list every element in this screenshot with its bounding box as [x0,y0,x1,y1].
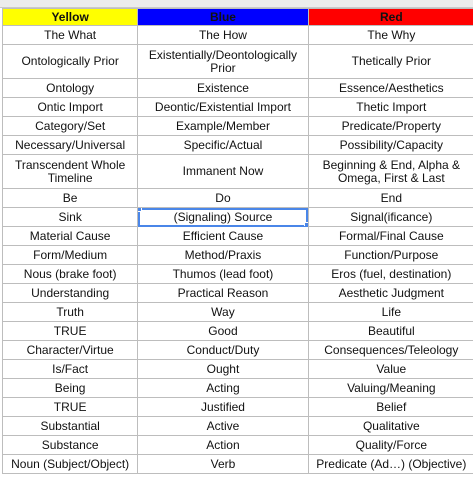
cell-blue[interactable]: Conduct/Duty [138,341,308,360]
cell-yellow[interactable]: Ontology [3,79,138,98]
cell-yellow[interactable]: Substantial [3,417,138,436]
cell-yellow[interactable]: Substance [3,436,138,455]
column-header-strip [0,0,473,8]
table-row [3,136,473,155]
cell-blue[interactable]: Active [138,417,308,436]
cell-red[interactable]: Thetically Prior [308,45,473,79]
table-row [3,208,473,227]
table-row [3,436,473,455]
table-row [3,98,473,117]
cell-blue[interactable]: Existence [138,79,308,98]
cell-red[interactable]: Valuing/Meaning [308,379,473,398]
cell-blue[interactable]: Practical Reason [138,284,308,303]
table-row [3,417,473,436]
cell-yellow[interactable]: Be [3,189,138,208]
cell-red[interactable]: End [308,189,473,208]
cell-yellow[interactable]: TRUE [3,398,138,417]
cell-red[interactable]: Value [308,360,473,379]
table-row [3,117,473,136]
table-row [3,265,473,284]
header-row [3,9,473,26]
cell-red[interactable]: The Why [308,26,473,45]
cell-blue[interactable]: Efficient Cause [138,227,308,246]
cell-yellow[interactable]: Transcendent Whole Timeline [3,155,138,189]
table-row [3,26,473,45]
cell-yellow[interactable]: Character/Virtue [3,341,138,360]
cell-yellow[interactable]: Sink [3,208,138,227]
selected-cell[interactable]: (Signaling) Source [138,208,308,227]
cell-yellow[interactable]: Necessary/Universal [3,136,138,155]
cell-red[interactable]: Thetic Import [308,98,473,117]
cell-red[interactable]: Formal/Final Cause [308,227,473,246]
selection-handle[interactable] [304,222,309,227]
table-row [3,379,473,398]
header-cell-blue[interactable]: Blue [138,9,308,26]
cell-blue[interactable]: Ought [138,360,308,379]
cell-yellow[interactable]: TRUE [3,322,138,341]
table-row [3,360,473,379]
cell-red[interactable]: Predicate/Property [308,117,473,136]
cell-blue[interactable]: Example/Member [138,117,308,136]
cell-red[interactable]: Predicate (Ad…) (Objective) [308,455,473,474]
cell-red[interactable]: Eros (fuel, destination) [308,265,473,284]
cell-blue[interactable]: Good [138,322,308,341]
header-cell-red[interactable]: Red [308,9,473,26]
cell-red[interactable]: Qualitative [308,417,473,436]
cell-blue[interactable]: Deontic/Existential Import [138,98,308,117]
header-cell-yellow[interactable]: Yellow [3,9,138,26]
table-row [3,341,473,360]
cell-yellow[interactable]: Ontic Import [3,98,138,117]
table-row [3,155,473,189]
cell-yellow[interactable]: Category/Set [3,117,138,136]
cell-blue[interactable]: Thumos (lead foot) [138,265,308,284]
cell-blue[interactable]: Immanent Now [138,155,308,189]
table-row [3,398,473,417]
cell-blue[interactable]: The How [138,26,308,45]
cell-blue[interactable]: Method/Praxis [138,246,308,265]
cell-blue[interactable]: Do [138,189,308,208]
table-row [3,246,473,265]
cell-yellow[interactable]: Being [3,379,138,398]
cell-yellow[interactable]: Understanding [3,284,138,303]
table-row [3,284,473,303]
table-row [3,303,473,322]
cell-red[interactable]: Beautiful [308,322,473,341]
table-row [3,227,473,246]
cell-yellow[interactable]: Form/Medium [3,246,138,265]
cell-red[interactable]: Belief [308,398,473,417]
selection-handle[interactable] [138,208,143,213]
cell-red[interactable]: Aesthetic Judgment [308,284,473,303]
table-row [3,455,473,474]
cell-red[interactable]: Essence/Aesthetics [308,79,473,98]
cell-red[interactable]: Beginning & End, Alpha & Omega, First & Last [308,155,473,189]
table-row [3,189,473,208]
cell-red[interactable]: Signal(ificance) [308,208,473,227]
cell-yellow[interactable]: The What [3,26,138,45]
cell-yellow[interactable]: Is/Fact [3,360,138,379]
cell-blue[interactable]: Way [138,303,308,322]
cell-red[interactable]: Quality/Force [308,436,473,455]
cell-blue[interactable]: Verb [138,455,308,474]
cell-red[interactable]: Possibility/Capacity [308,136,473,155]
table-row [3,322,473,341]
cell-blue[interactable]: Acting [138,379,308,398]
cell-yellow[interactable]: Truth [3,303,138,322]
cell-yellow[interactable]: Material Cause [3,227,138,246]
cell-blue[interactable]: Justified [138,398,308,417]
cell-yellow[interactable]: Nous (brake foot) [3,265,138,284]
cell-blue[interactable]: Action [138,436,308,455]
cell-yellow[interactable]: Noun (Subject/Object) [3,455,138,474]
triad-table [2,8,473,474]
table-row [3,45,473,79]
cell-red[interactable]: Life [308,303,473,322]
cell-red[interactable]: Function/Purpose [308,246,473,265]
cell-blue[interactable]: Existentially/Deontologically Prior [138,45,308,79]
cell-blue[interactable]: Specific/Actual [138,136,308,155]
cell-yellow[interactable]: Ontologically Prior [3,45,138,79]
cell-red[interactable]: Consequences/Teleology [308,341,473,360]
table-row [3,79,473,98]
